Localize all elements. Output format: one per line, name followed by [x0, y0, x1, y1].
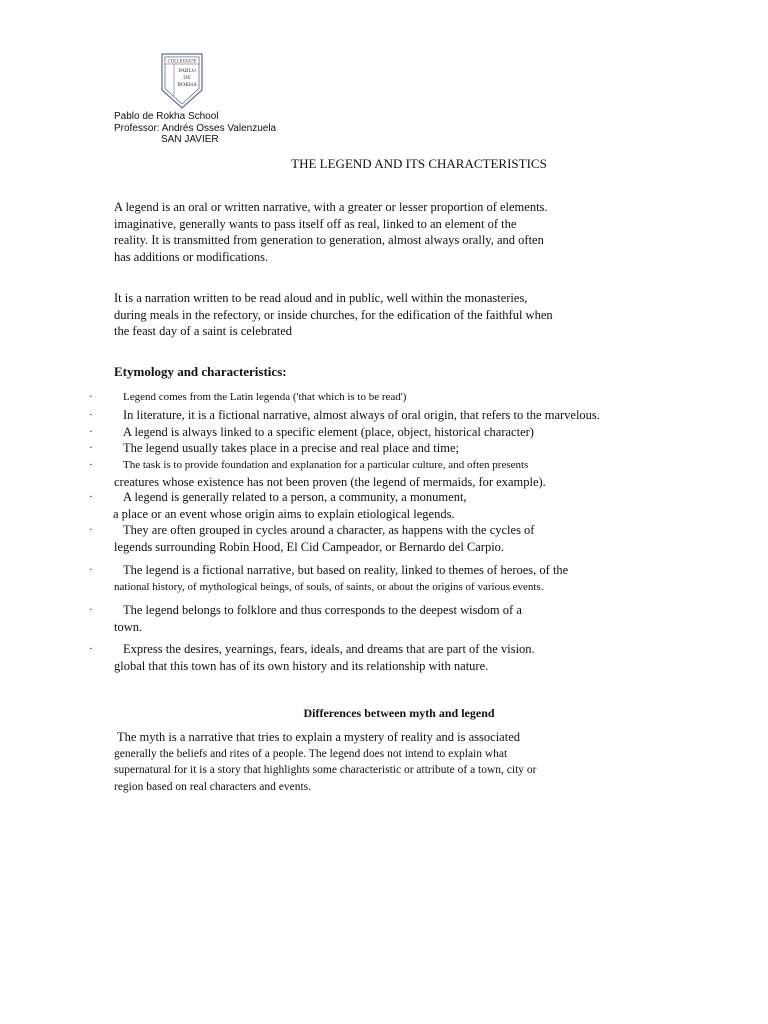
paragraph-line: the feast day of a saint is celebrated: [114, 324, 293, 338]
paragraph-line: imaginative, generally wants to pass itself off as real, linked to an element of the: [114, 216, 517, 231]
paragraph-line: reality. It is transmitted from generation to generation, almost always orally, and often: [114, 233, 544, 247]
bullet-item-5: [89, 457, 649, 490]
bullet-item-2: [89, 407, 649, 424]
bullet-text: A legend is always linked to a specific element (place, object, historical character): [123, 425, 534, 439]
document-title: THE LEGEND AND ITS CHARACTERISTICS: [291, 156, 547, 171]
bullet-item-1: [89, 389, 649, 406]
bullet-dot: ·: [89, 564, 93, 576]
bullet-text: global that this town has of its own history and its relationship with nature.: [114, 658, 489, 673]
paragraph-line: supernatural for it is a story that highlights some characteristic or attribute of a town, city or: [114, 764, 537, 776]
bullet-text: The legend usually takes place in a precise and real place and time;: [123, 441, 459, 455]
city-name: SAN JAVIER: [161, 134, 219, 145]
school-crest-logo: [160, 52, 204, 110]
school-info: [114, 111, 276, 146]
bullet-text: The legend is a fictional narrative, but based on reality, linked to themes of heroes, of the: [123, 563, 569, 577]
bullet-item-10: [89, 641, 649, 674]
paragraph-line: It is a narration written to be read aloud and in public, well within the monasteries,: [114, 291, 528, 305]
etymology-heading: Etymology and characteristics:: [114, 364, 287, 379]
bullet-text: A legend is generally related to a person, a community, a monument,: [123, 490, 467, 504]
bullet-item-8: [89, 562, 649, 595]
bullet-text: The task is to provide foundation and explanation for a particular culture, and often presents: [123, 459, 529, 471]
bullet-text: They are often grouped in cycles around a character, as happens with the cycles of: [123, 523, 535, 537]
bullet-dot: ·: [89, 643, 93, 655]
paragraph-line: generally the beliefs and rites of a people. The legend does not intend to explain what: [114, 747, 508, 760]
bullet-dot: ·: [89, 426, 93, 438]
bullet-item-6: [89, 489, 649, 522]
bullet-dot: ·: [89, 524, 93, 536]
bullet-text: town.: [114, 619, 143, 634]
bullet-dot: ·: [89, 491, 93, 503]
crest-line-1: PABLO: [178, 68, 196, 74]
bullet-text: Express the desires, yearnings, fears, ideals, and dreams that are part of the vision.: [123, 642, 535, 656]
intro-paragraph-1: [114, 199, 614, 265]
paragraph-line: region based on real characters and events.: [114, 780, 312, 793]
bullet-text: The legend belongs to folklore and thus corresponds to the deepest wisdom of a: [123, 603, 522, 617]
differences-paragraph: [114, 729, 634, 795]
bullet-dot: ·: [89, 409, 93, 421]
bullet-dot: ·: [89, 442, 93, 454]
bullet-item-9: [89, 602, 649, 635]
bullet-text: legends surrounding Robin Hood, El Cid Campeador, or Bernardo del Carpio.: [114, 539, 505, 554]
differences-heading: Differences between myth and legend: [303, 706, 495, 720]
bullet-text: Legend comes from the Latin legenda ('that which is to be read'): [123, 391, 407, 403]
bullet-dot: ·: [89, 459, 93, 471]
crest-line-3: ROKHA: [177, 82, 197, 88]
bullet-item-4: [89, 440, 649, 457]
bullet-text: creatures whose existence has not been proven (the legend of mermaids, for example).: [114, 474, 546, 489]
bullet-item-3: [89, 424, 649, 441]
bullet-text: national history, of mythological beings, of souls, of saints, or about the origins of various events.: [114, 580, 544, 593]
bullet-dot: ·: [89, 604, 93, 616]
paragraph-line: has additions or modifications.: [114, 249, 269, 264]
bullet-text: a place or an event whose origin aims to explain etiological legends.: [113, 506, 455, 521]
paragraph-line: A legend is an oral or written narrative, with a greater or lesser proportion of elements.: [114, 200, 548, 214]
crest-line-2: DE: [183, 75, 191, 81]
school-name: Pablo de Rokha School: [114, 111, 219, 122]
paragraph-line: during meals in the refectory, or inside churches, for the edification of the faithful when: [114, 307, 553, 322]
bullet-text: In literature, it is a fictional narrative, almost always of oral origin, that refers to the marvelous.: [123, 408, 600, 422]
bullet-item-7: [89, 522, 649, 555]
paragraph-line: The myth is a narrative that tries to explain a mystery of reality and is associated: [117, 730, 520, 744]
crest-top-text: COLLEGIATE: [167, 58, 197, 64]
bullet-dot: ·: [89, 391, 93, 403]
intro-paragraph-2: [114, 290, 614, 340]
professor-name: Professor: Andrés Osses Valenzuela: [114, 122, 277, 134]
